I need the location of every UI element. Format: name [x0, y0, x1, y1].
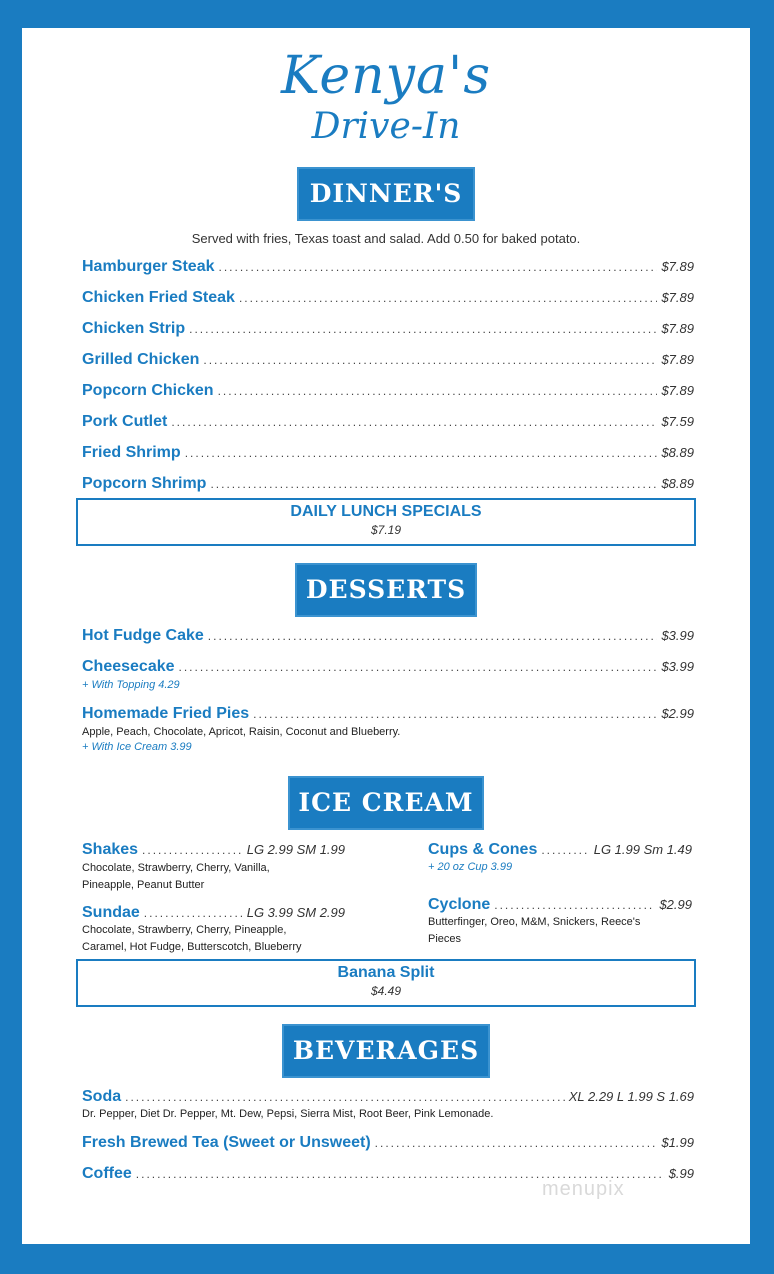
item-name: Cups & Cones — [428, 841, 538, 858]
menu-item-sundae — [82, 904, 345, 922]
menu-card — [22, 28, 750, 1244]
item-name: Popcorn Chicken — [82, 382, 214, 399]
item-description: Chocolate, Strawberry, Cherry, Pineapple, — [82, 924, 287, 936]
item-name: Cheesecake — [82, 658, 175, 675]
item-name: Sundae — [82, 904, 140, 921]
menu-item — [82, 658, 694, 676]
item-description: Chocolate, Strawberry, Cherry, Vanilla, — [82, 862, 270, 874]
item-description: Caramel, Hot Fudge, Butterscotch, Blueberry — [82, 941, 302, 953]
item-name: Fresh Brewed Tea (Sweet or Unsweet) — [82, 1134, 371, 1151]
beverages-banner: BEVERAGES — [284, 1026, 488, 1076]
item-description: Pieces — [428, 933, 462, 945]
item-name: Pork Cutlet — [82, 413, 168, 430]
menu-item-cups-cones — [428, 841, 692, 859]
item-price: $7.89 — [661, 321, 694, 336]
item-name: Hot Fudge Cake — [82, 627, 204, 644]
item-price: $8.89 — [661, 476, 694, 491]
item-price: $3.99 — [661, 628, 694, 643]
menu-item — [82, 289, 694, 307]
item-price: $7.89 — [661, 352, 694, 367]
ice-cream-banner: ICE CREAM — [290, 778, 482, 828]
item-description: Dr. Pepper, Diet Dr. Pepper, Mt. Dew, Pepsi, Sierra Mist, Root Beer, Pink Lemonade. — [82, 1108, 494, 1120]
logo-subtitle: Drive-In — [311, 106, 461, 147]
dinners-banner: DINNER'S — [299, 169, 473, 219]
menu-item — [82, 382, 694, 400]
item-description: Pineapple, Peanut Butter — [82, 879, 205, 891]
menu-item — [82, 258, 694, 276]
menu-item — [82, 351, 694, 369]
item-name: Fried Shrimp — [82, 444, 181, 461]
menu-item-tea — [82, 1134, 694, 1152]
menu-item — [82, 444, 694, 462]
item-price: $3.99 — [661, 659, 694, 674]
menu-item — [82, 475, 694, 493]
menu-item-soda — [82, 1088, 694, 1106]
menu-item-cyclone — [428, 896, 692, 914]
item-price: $2.99 — [659, 897, 692, 912]
banana-split-title: Banana Split — [337, 964, 435, 981]
item-price: $7.89 — [661, 383, 694, 398]
item-name: Popcorn Shrimp — [82, 475, 207, 492]
item-price: LG 3.99 SM 2.99 — [246, 905, 345, 920]
item-price: $8.89 — [661, 445, 694, 460]
watermark: menupix — [542, 1178, 625, 1200]
item-name: Chicken Fried Steak — [82, 289, 235, 306]
dinners-note: Served with fries, Texas toast and salad. Add 0.50 for baked potato. — [191, 231, 581, 246]
lunch-specials-box — [76, 498, 696, 546]
item-price: $1.99 — [661, 1135, 694, 1150]
item-price: $7.89 — [661, 290, 694, 305]
banana-split-box — [76, 959, 696, 1007]
item-extra: + With Topping 4.29 — [82, 679, 180, 691]
item-name: Grilled Chicken — [82, 351, 200, 368]
item-price: $.99 — [668, 1166, 694, 1181]
item-name: Soda — [82, 1088, 122, 1105]
item-description: Apple, Peach, Chocolate, Apricot, Raisin, Coconut and Blueberry. — [82, 726, 401, 738]
banana-split-price: $4.49 — [370, 984, 402, 998]
item-name: Cyclone — [428, 896, 491, 913]
lunch-specials-title: DAILY LUNCH SPECIALS — [290, 503, 482, 520]
item-extra: + 20 oz Cup 3.99 — [428, 861, 513, 873]
item-description: Butterfinger, Oreo, M&M, Snickers, Reece's — [428, 916, 641, 928]
menu-item — [82, 320, 694, 338]
item-price: $2.99 — [661, 706, 694, 721]
menu-item — [82, 413, 694, 431]
item-price: $7.89 — [661, 259, 694, 274]
item-name: Hamburger Steak — [82, 258, 215, 275]
item-name: Chicken Strip — [82, 320, 186, 337]
lunch-specials-price: $7.19 — [370, 523, 402, 537]
desserts-banner: DESSERTS — [297, 565, 475, 615]
item-price: XL 2.29 L 1.99 S 1.69 — [568, 1089, 694, 1104]
item-price: LG 1.99 Sm 1.49 — [593, 842, 692, 857]
logo-title: Kenya's — [280, 46, 492, 106]
item-name: Shakes — [82, 841, 139, 858]
item-price: $7.59 — [661, 414, 694, 429]
item-price: LG 2.99 SM 1.99 — [246, 842, 345, 857]
item-name: Homemade Fried Pies — [82, 705, 250, 722]
item-extra: + With Ice Cream 3.99 — [82, 741, 192, 753]
item-name: Coffee — [82, 1165, 132, 1182]
menu-item — [82, 627, 694, 645]
menu-item — [82, 705, 694, 723]
menu-item-shakes — [82, 841, 345, 859]
